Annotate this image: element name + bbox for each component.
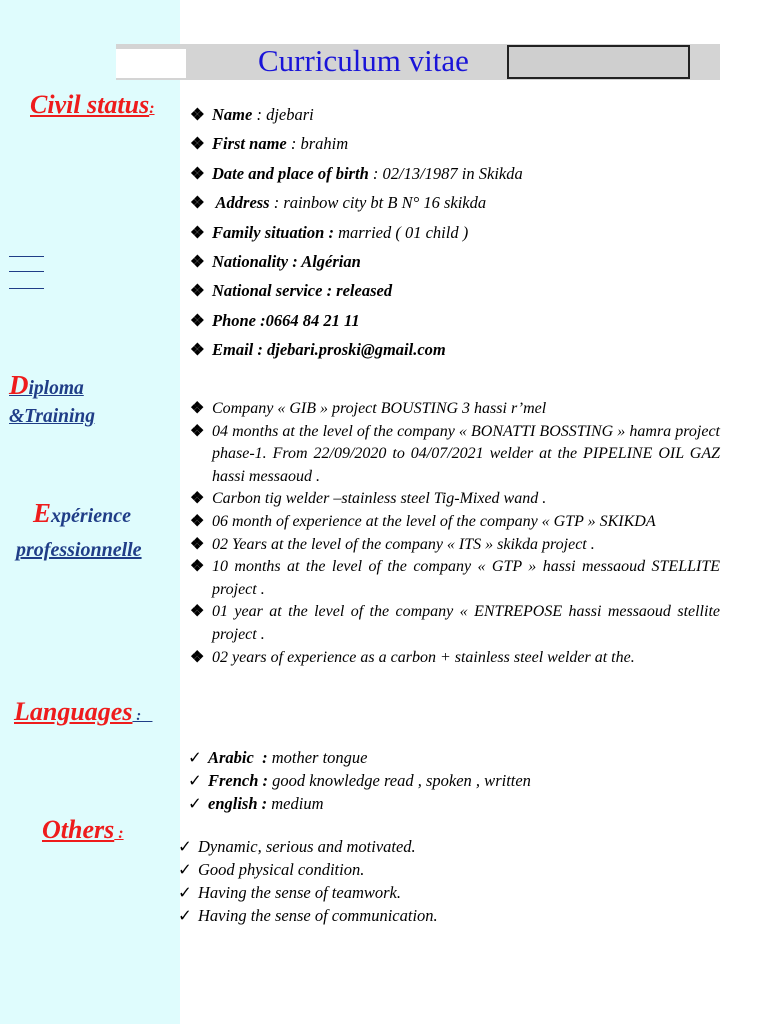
item-separator: : (252, 105, 267, 124)
diamond-bullet-icon: ❖ (190, 134, 205, 154)
diamond-bullet-icon: ❖ (190, 163, 205, 183)
list-item (190, 131, 720, 160)
experience-text: 01 year at the level of the company « ENTREPOSE hassi messaoud stellite project . (212, 603, 720, 643)
title-bar-white-box (116, 49, 186, 78)
diamond-bullet-icon: ❖ (190, 422, 205, 440)
diamond-bullet-icon: ❖ (190, 603, 205, 621)
checkmark-icon: ✓ (188, 748, 202, 767)
diamond-bullet-icon: ❖ (190, 648, 205, 666)
experience-text: Carbon tig welder –stainless steel Tig-Mixed wand . (212, 490, 547, 508)
diamond-bullet-icon: ❖ (190, 535, 205, 553)
diploma-initial: D (9, 370, 29, 400)
diamond-bullet-icon: ❖ (190, 512, 205, 530)
list-item (190, 601, 720, 646)
item-label: Family situation : (212, 222, 334, 242)
diamond-bullet-icon: ❖ (190, 193, 205, 213)
sidebar-dash (9, 288, 44, 289)
experience-text: 02 Years at the level of the company « ITS » skikda project . (212, 535, 595, 553)
item-separator: : (368, 163, 383, 183)
experience-list (190, 398, 720, 669)
checkmark-icon: ✓ (188, 771, 202, 790)
list-item (190, 278, 720, 307)
list-item (190, 308, 720, 337)
languages-colon: : (132, 708, 153, 724)
language-name: Arabic : (208, 748, 268, 767)
language-level: good knowledge read , spoken , written (272, 771, 531, 790)
item-value: married ( 01 child ) (338, 222, 469, 242)
language-name: english : (208, 794, 268, 813)
item-label: Phone :0664 84 21 11 (212, 310, 360, 330)
diamond-bullet-icon: ❖ (190, 222, 205, 242)
diamond-bullet-icon: ❖ (190, 310, 205, 330)
checkmark-icon: ✓ (178, 906, 192, 925)
list-item (190, 190, 720, 219)
others-colon: : (114, 825, 124, 842)
language-level: medium (271, 794, 324, 813)
item-label: Name (212, 105, 253, 124)
list-item (178, 904, 438, 927)
list-item (190, 488, 720, 511)
item-label: First name (212, 134, 287, 154)
list-item (188, 746, 531, 769)
section-heading-experience (16, 496, 142, 567)
item-value: rainbow city bt B N° 16 skikda (283, 193, 487, 213)
item-label: Email : djebari.proski@gmail.com (212, 340, 446, 360)
diamond-bullet-icon: ❖ (190, 340, 205, 360)
diamond-bullet-icon: ❖ (190, 105, 205, 124)
quality-text: Dynamic, serious and motivated. (198, 837, 416, 856)
item-separator: : (269, 193, 284, 213)
diamond-bullet-icon: ❖ (190, 400, 205, 417)
list-item (188, 792, 531, 815)
list-item (190, 249, 720, 278)
list-item (190, 102, 720, 131)
diamond-bullet-icon: ❖ (190, 558, 205, 576)
languages-label: Languages (14, 697, 133, 726)
experience-text: Company « GIB » project BOUSTING 3 hassi r’mel (212, 400, 547, 417)
checkmark-icon: ✓ (178, 883, 192, 902)
list-item (190, 337, 720, 366)
list-item (190, 556, 720, 601)
list-item (190, 534, 720, 557)
list-item (190, 398, 720, 421)
section-heading-languages (14, 697, 152, 727)
diamond-bullet-icon: ❖ (190, 251, 205, 271)
diamond-bullet-icon: ❖ (190, 490, 205, 508)
quality-text: Having the sense of teamwork. (198, 883, 402, 902)
item-label: Date and place of birth (212, 163, 369, 183)
item-value: djebari (266, 105, 314, 124)
sidebar-dash (9, 271, 44, 272)
list-item (190, 511, 720, 534)
experience-text: 02 years of experience as a carbon + stainless steel welder at the. (212, 648, 635, 666)
others-label: Others (42, 815, 115, 844)
experience-text: 10 months at the level of the company « GTP » hassi messaoud STELLITE project . (212, 558, 720, 598)
experience-label-line2: professionnelle (16, 539, 142, 561)
section-heading-others (42, 815, 124, 845)
item-value: 02/13/1987 in Skikda (382, 163, 523, 183)
diploma-label-line2: &Training (9, 406, 95, 427)
civil-status-colon: : (149, 100, 155, 117)
item-label: Nationality : Algérian (212, 251, 361, 271)
civil-status-label: Civil status (30, 90, 150, 119)
list-item (178, 835, 438, 858)
list-item (190, 220, 720, 249)
item-separator: : (286, 134, 301, 154)
list-item (190, 647, 720, 670)
item-label: National service : released (212, 281, 393, 301)
item-value: brahim (300, 134, 349, 154)
item-label: Address (212, 193, 270, 213)
experience-text: 04 months at the level of the company « BONATTI BOSSTING » hamra project phase-1. From 22/09/2020 to 04/07/2021 welder at the PIPELINE OIL GAZ hassi messaoud . (212, 422, 720, 485)
checkmark-icon: ✓ (178, 860, 192, 879)
checkmark-icon: ✓ (188, 794, 202, 813)
language-name: French : (208, 771, 269, 790)
title-bar-outlined-box (507, 45, 690, 79)
quality-text: Good physical condition. (198, 860, 365, 879)
experience-label: xpérience (51, 505, 131, 527)
section-heading-civil-status (30, 90, 155, 120)
list-item (190, 161, 720, 190)
quality-text: Having the sense of communication. (198, 906, 438, 925)
page-title: Curriculum vitae (258, 43, 469, 78)
list-item (190, 421, 720, 489)
experience-text: 06 month of experience at the level of the company « GTP » SKIKDA (212, 512, 656, 530)
experience-initial: E (33, 498, 52, 528)
sidebar-dash (9, 256, 44, 257)
personal-info-list (190, 102, 720, 367)
list-item (178, 881, 438, 904)
checkmark-icon: ✓ (178, 837, 192, 856)
diploma-label: iploma (28, 378, 84, 399)
language-level: mother tongue (271, 748, 368, 767)
languages-list (188, 746, 531, 815)
others-list (178, 835, 438, 927)
section-heading-diploma (9, 371, 95, 431)
diamond-bullet-icon: ❖ (190, 281, 205, 301)
list-item (188, 769, 531, 792)
list-item (178, 858, 438, 881)
